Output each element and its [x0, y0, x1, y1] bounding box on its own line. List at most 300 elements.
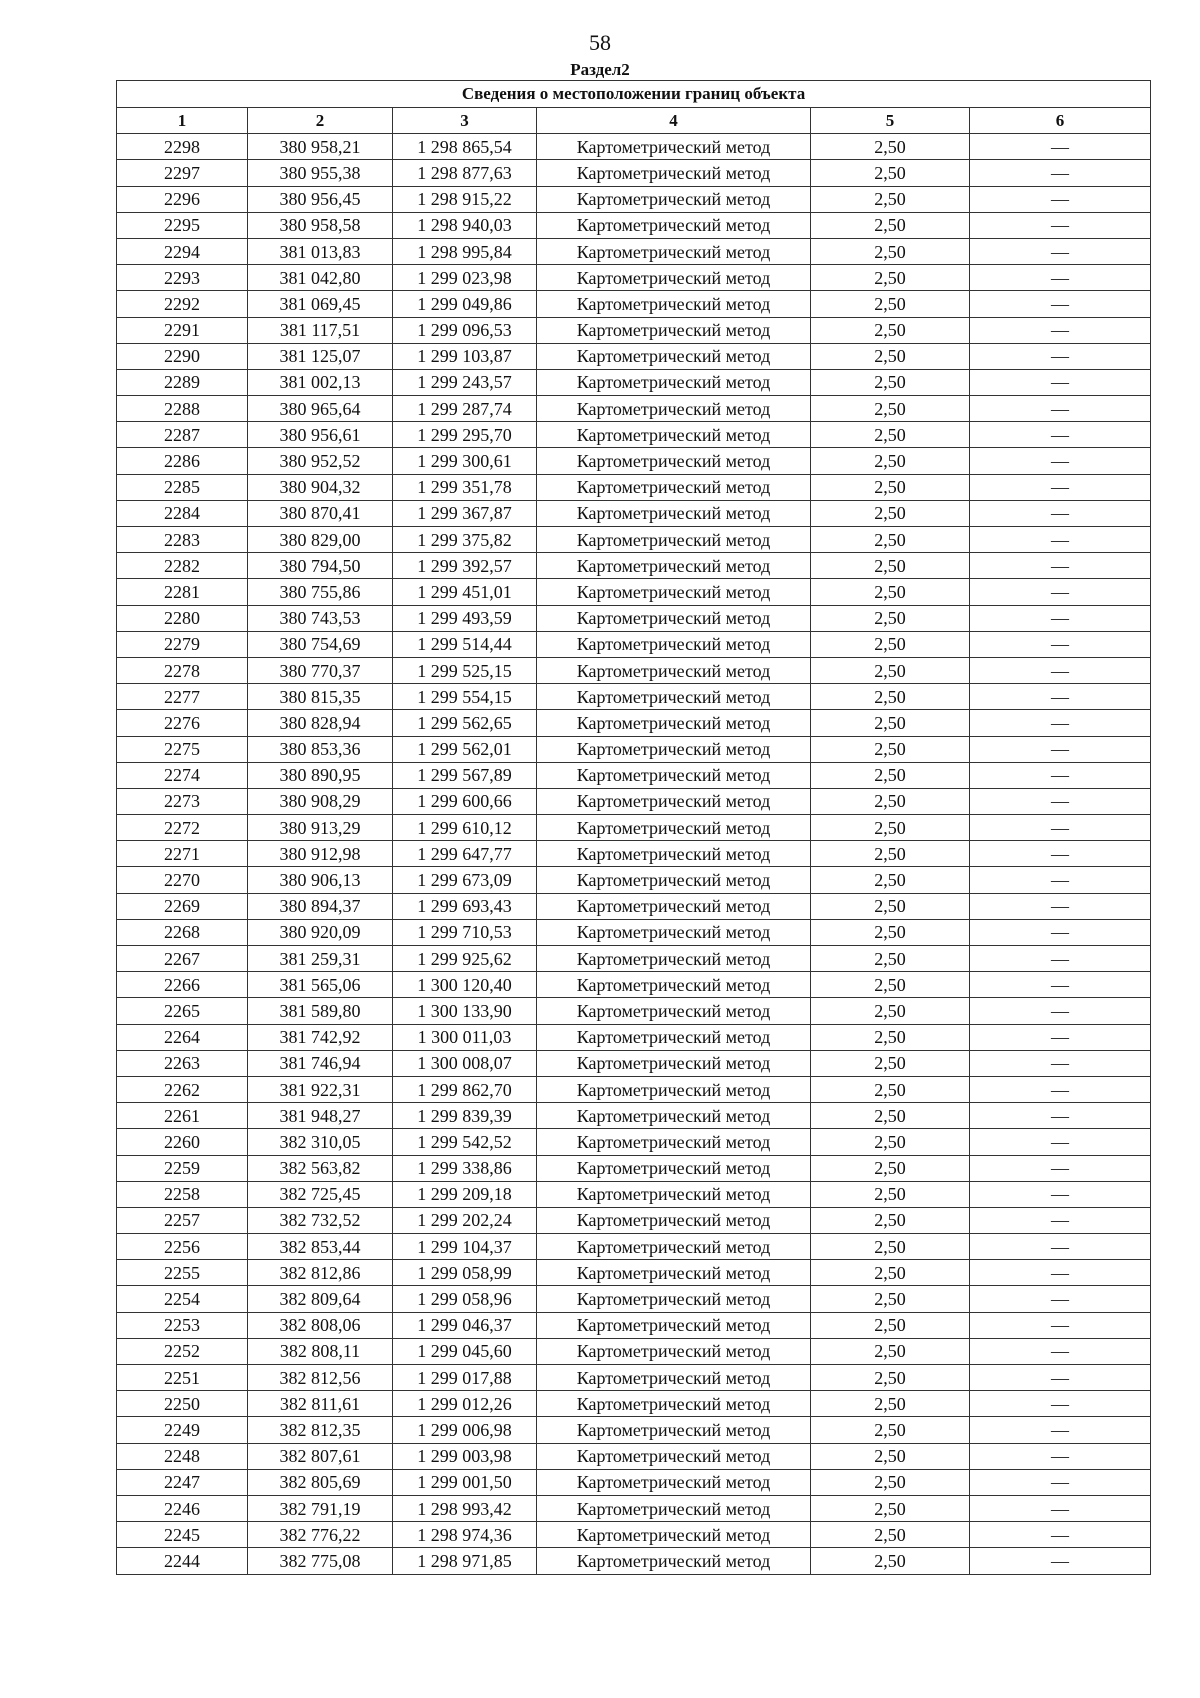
cell-point-number: 2271 — [117, 841, 248, 867]
cell-coord-x: 380 906,13 — [248, 867, 393, 893]
cell-coord-y: 1 299 542,52 — [393, 1129, 537, 1155]
cell-coord-y: 1 298 877,63 — [393, 160, 537, 186]
cell-accuracy: 2,50 — [811, 998, 970, 1024]
table-row — [117, 605, 1151, 631]
cell-coord-x: 380 828,94 — [248, 710, 393, 736]
cell-method: Картометрический метод — [537, 1103, 811, 1129]
cell-description: — — [970, 998, 1151, 1024]
cell-coord-x: 380 743,53 — [248, 605, 393, 631]
cell-accuracy: 2,50 — [811, 553, 970, 579]
cell-coord-y: 1 299 525,15 — [393, 657, 537, 683]
cell-point-number: 2278 — [117, 657, 248, 683]
cell-coord-x: 380 912,98 — [248, 841, 393, 867]
table-row — [117, 500, 1151, 526]
cell-accuracy: 2,50 — [811, 212, 970, 238]
cell-accuracy: 2,50 — [811, 657, 970, 683]
cell-description: — — [970, 1050, 1151, 1076]
cell-point-number: 2284 — [117, 500, 248, 526]
table-row — [117, 396, 1151, 422]
cell-accuracy: 2,50 — [811, 1365, 970, 1391]
cell-coord-y: 1 299 012,26 — [393, 1391, 537, 1417]
cell-method: Картометрический метод — [537, 1365, 811, 1391]
cell-description: — — [970, 1443, 1151, 1469]
cell-point-number: 2287 — [117, 422, 248, 448]
cell-coord-x: 382 563,82 — [248, 1155, 393, 1181]
column-header-1: 1 — [117, 108, 248, 134]
cell-method: Картометрический метод — [537, 369, 811, 395]
cell-point-number: 2266 — [117, 972, 248, 998]
cell-point-number: 2282 — [117, 553, 248, 579]
cell-accuracy: 2,50 — [811, 1260, 970, 1286]
table-row — [117, 448, 1151, 474]
table-row — [117, 212, 1151, 238]
table-row — [117, 1024, 1151, 1050]
cell-accuracy: 2,50 — [811, 1103, 970, 1129]
cell-accuracy: 2,50 — [811, 527, 970, 553]
cell-coord-y: 1 299 647,77 — [393, 841, 537, 867]
cell-method: Картометрический метод — [537, 160, 811, 186]
cell-method: Картометрический метод — [537, 527, 811, 553]
cell-point-number: 2250 — [117, 1391, 248, 1417]
cell-coord-y: 1 299 351,78 — [393, 474, 537, 500]
cell-coord-y: 1 299 287,74 — [393, 396, 537, 422]
cell-coord-y: 1 298 915,22 — [393, 186, 537, 212]
cell-description: — — [970, 1129, 1151, 1155]
cell-point-number: 2280 — [117, 605, 248, 631]
table-row — [117, 841, 1151, 867]
cell-coord-x: 382 853,44 — [248, 1234, 393, 1260]
cell-accuracy: 2,50 — [811, 631, 970, 657]
cell-accuracy: 2,50 — [811, 1391, 970, 1417]
cell-accuracy: 2,50 — [811, 134, 970, 160]
table-row — [117, 1548, 1151, 1574]
cell-coord-y: 1 299 839,39 — [393, 1103, 537, 1129]
cell-description: — — [970, 1391, 1151, 1417]
cell-point-number: 2253 — [117, 1312, 248, 1338]
table-row — [117, 1103, 1151, 1129]
cell-description: — — [970, 238, 1151, 264]
table-row — [117, 1155, 1151, 1181]
cell-point-number: 2260 — [117, 1129, 248, 1155]
cell-point-number: 2294 — [117, 238, 248, 264]
boundary-coordinates-table — [116, 80, 1151, 1575]
cell-method: Картометрический метод — [537, 238, 811, 264]
cell-coord-y: 1 299 554,15 — [393, 684, 537, 710]
cell-accuracy: 2,50 — [811, 422, 970, 448]
cell-point-number: 2276 — [117, 710, 248, 736]
cell-coord-y: 1 299 001,50 — [393, 1469, 537, 1495]
cell-accuracy: 2,50 — [811, 1338, 970, 1364]
cell-description: — — [970, 422, 1151, 448]
cell-point-number: 2257 — [117, 1207, 248, 1233]
cell-description: — — [970, 657, 1151, 683]
cell-coord-y: 1 299 451,01 — [393, 579, 537, 605]
table-row — [117, 553, 1151, 579]
cell-accuracy: 2,50 — [811, 1155, 970, 1181]
cell-method: Картометрический метод — [537, 1050, 811, 1076]
table-row — [117, 1495, 1151, 1521]
cell-coord-x: 380 815,35 — [248, 684, 393, 710]
cell-description: — — [970, 474, 1151, 500]
cell-description: — — [970, 160, 1151, 186]
cell-coord-x: 380 829,00 — [248, 527, 393, 553]
cell-method: Картометрический метод — [537, 448, 811, 474]
table-row — [117, 1443, 1151, 1469]
cell-description: — — [970, 1076, 1151, 1102]
cell-coord-y: 1 300 120,40 — [393, 972, 537, 998]
cell-coord-x: 381 125,07 — [248, 343, 393, 369]
cell-coord-x: 382 807,61 — [248, 1443, 393, 1469]
cell-description: — — [970, 710, 1151, 736]
cell-point-number: 2288 — [117, 396, 248, 422]
cell-coord-y: 1 298 995,84 — [393, 238, 537, 264]
cell-coord-x: 380 965,64 — [248, 396, 393, 422]
cell-method: Картометрический метод — [537, 893, 811, 919]
cell-coord-y: 1 299 295,70 — [393, 422, 537, 448]
cell-accuracy: 2,50 — [811, 1076, 970, 1102]
cell-method: Картометрический метод — [537, 1443, 811, 1469]
cell-point-number: 2293 — [117, 265, 248, 291]
table-row — [117, 1522, 1151, 1548]
cell-accuracy: 2,50 — [811, 1417, 970, 1443]
cell-coord-x: 381 117,51 — [248, 317, 393, 343]
cell-accuracy: 2,50 — [811, 186, 970, 212]
cell-description: — — [970, 972, 1151, 998]
table-row — [117, 657, 1151, 683]
cell-coord-x: 380 952,52 — [248, 448, 393, 474]
cell-coord-y: 1 298 865,54 — [393, 134, 537, 160]
cell-point-number: 2297 — [117, 160, 248, 186]
cell-coord-x: 381 589,80 — [248, 998, 393, 1024]
cell-description: — — [970, 212, 1151, 238]
cell-description: — — [970, 500, 1151, 526]
cell-coord-x: 382 775,08 — [248, 1548, 393, 1574]
table-row — [117, 265, 1151, 291]
cell-coord-x: 380 958,21 — [248, 134, 393, 160]
cell-point-number: 2295 — [117, 212, 248, 238]
cell-coord-y: 1 300 008,07 — [393, 1050, 537, 1076]
cell-method: Картометрический метод — [537, 710, 811, 736]
cell-description: — — [970, 448, 1151, 474]
table-row — [117, 186, 1151, 212]
table-header-row — [117, 108, 1151, 134]
table-row — [117, 160, 1151, 186]
cell-accuracy: 2,50 — [811, 841, 970, 867]
table-row — [117, 527, 1151, 553]
table-row — [117, 946, 1151, 972]
cell-method: Картометрический метод — [537, 396, 811, 422]
table-row — [117, 579, 1151, 605]
cell-coord-x: 381 002,13 — [248, 369, 393, 395]
cell-coord-y: 1 299 017,88 — [393, 1365, 537, 1391]
table-row — [117, 1469, 1151, 1495]
cell-description: — — [970, 291, 1151, 317]
cell-coord-y: 1 299 493,59 — [393, 605, 537, 631]
table-row — [117, 1338, 1151, 1364]
cell-point-number: 2245 — [117, 1522, 248, 1548]
cell-point-number: 2258 — [117, 1181, 248, 1207]
cell-accuracy: 2,50 — [811, 1050, 970, 1076]
cell-point-number: 2259 — [117, 1155, 248, 1181]
cell-coord-x: 382 808,06 — [248, 1312, 393, 1338]
cell-description: — — [970, 1469, 1151, 1495]
cell-description: — — [970, 841, 1151, 867]
cell-coord-y: 1 299 103,87 — [393, 343, 537, 369]
cell-point-number: 2251 — [117, 1365, 248, 1391]
cell-coord-y: 1 299 104,37 — [393, 1234, 537, 1260]
cell-coord-y: 1 299 600,66 — [393, 788, 537, 814]
table-row — [117, 422, 1151, 448]
cell-description: — — [970, 631, 1151, 657]
cell-coord-y: 1 299 045,60 — [393, 1338, 537, 1364]
cell-method: Картометрический метод — [537, 605, 811, 631]
cell-method: Картометрический метод — [537, 1391, 811, 1417]
cell-description: — — [970, 946, 1151, 972]
cell-method: Картометрический метод — [537, 867, 811, 893]
column-header-4: 4 — [537, 108, 811, 134]
table-row — [117, 710, 1151, 736]
cell-coord-x: 381 746,94 — [248, 1050, 393, 1076]
cell-coord-x: 381 742,92 — [248, 1024, 393, 1050]
table-row — [117, 736, 1151, 762]
cell-accuracy: 2,50 — [811, 1024, 970, 1050]
cell-accuracy: 2,50 — [811, 972, 970, 998]
cell-point-number: 2261 — [117, 1103, 248, 1129]
cell-description: — — [970, 1155, 1151, 1181]
table-row — [117, 1076, 1151, 1102]
table-row — [117, 867, 1151, 893]
cell-description: — — [970, 579, 1151, 605]
cell-description: — — [970, 1286, 1151, 1312]
cell-accuracy: 2,50 — [811, 1548, 970, 1574]
cell-coord-x: 380 794,50 — [248, 553, 393, 579]
cell-accuracy: 2,50 — [811, 919, 970, 945]
cell-coord-x: 381 069,45 — [248, 291, 393, 317]
column-header-6: 6 — [970, 108, 1151, 134]
cell-method: Картометрический метод — [537, 186, 811, 212]
cell-coord-x: 380 755,86 — [248, 579, 393, 605]
cell-accuracy: 2,50 — [811, 788, 970, 814]
table-caption-row — [117, 81, 1151, 108]
cell-description: — — [970, 396, 1151, 422]
cell-coord-y: 1 299 375,82 — [393, 527, 537, 553]
cell-point-number: 2279 — [117, 631, 248, 657]
cell-accuracy: 2,50 — [811, 1469, 970, 1495]
cell-point-number: 2248 — [117, 1443, 248, 1469]
cell-coord-x: 381 042,80 — [248, 265, 393, 291]
cell-accuracy: 2,50 — [811, 238, 970, 264]
cell-accuracy: 2,50 — [811, 160, 970, 186]
table-row — [117, 998, 1151, 1024]
cell-accuracy: 2,50 — [811, 1286, 970, 1312]
cell-method: Картометрический метод — [537, 1312, 811, 1338]
cell-description: — — [970, 553, 1151, 579]
cell-coord-y: 1 298 940,03 — [393, 212, 537, 238]
cell-description: — — [970, 919, 1151, 945]
cell-method: Картометрический метод — [537, 1234, 811, 1260]
cell-coord-x: 380 955,38 — [248, 160, 393, 186]
table-row — [117, 762, 1151, 788]
cell-method: Картометрический метод — [537, 500, 811, 526]
cell-coord-x: 381 565,06 — [248, 972, 393, 998]
cell-coord-x: 380 908,29 — [248, 788, 393, 814]
cell-point-number: 2263 — [117, 1050, 248, 1076]
cell-description: — — [970, 605, 1151, 631]
cell-point-number: 2262 — [117, 1076, 248, 1102]
cell-description: — — [970, 1495, 1151, 1521]
cell-accuracy: 2,50 — [811, 815, 970, 841]
cell-coord-y: 1 300 133,90 — [393, 998, 537, 1024]
cell-accuracy: 2,50 — [811, 369, 970, 395]
cell-coord-y: 1 299 243,57 — [393, 369, 537, 395]
cell-accuracy: 2,50 — [811, 1522, 970, 1548]
cell-accuracy: 2,50 — [811, 1443, 970, 1469]
cell-description: — — [970, 684, 1151, 710]
cell-description: — — [970, 1312, 1151, 1338]
section-title: Раздел2 — [570, 60, 630, 79]
cell-coord-x: 380 904,32 — [248, 474, 393, 500]
cell-method: Картометрический метод — [537, 212, 811, 238]
cell-description: — — [970, 265, 1151, 291]
cell-coord-x: 380 956,45 — [248, 186, 393, 212]
cell-accuracy: 2,50 — [811, 893, 970, 919]
cell-coord-x: 382 791,19 — [248, 1495, 393, 1521]
table-body — [117, 134, 1151, 1574]
cell-description: — — [970, 1417, 1151, 1443]
cell-method: Картометрический метод — [537, 1286, 811, 1312]
cell-coord-y: 1 299 058,99 — [393, 1260, 537, 1286]
cell-coord-y: 1 299 049,86 — [393, 291, 537, 317]
cell-point-number: 2270 — [117, 867, 248, 893]
cell-point-number: 2254 — [117, 1286, 248, 1312]
column-header-3: 3 — [393, 108, 537, 134]
table-row — [117, 1181, 1151, 1207]
cell-coord-y: 1 299 562,01 — [393, 736, 537, 762]
table-row — [117, 343, 1151, 369]
cell-coord-y: 1 299 300,61 — [393, 448, 537, 474]
cell-description: — — [970, 527, 1151, 553]
cell-coord-y: 1 299 392,57 — [393, 553, 537, 579]
cell-description: — — [970, 867, 1151, 893]
cell-accuracy: 2,50 — [811, 946, 970, 972]
table-row — [117, 369, 1151, 395]
cell-coord-y: 1 298 993,42 — [393, 1495, 537, 1521]
cell-method: Картометрический метод — [537, 919, 811, 945]
cell-accuracy: 2,50 — [811, 1495, 970, 1521]
cell-coord-x: 381 259,31 — [248, 946, 393, 972]
cell-description: — — [970, 736, 1151, 762]
cell-point-number: 2267 — [117, 946, 248, 972]
table-row — [117, 317, 1151, 343]
cell-accuracy: 2,50 — [811, 265, 970, 291]
table-title: Сведения о местоположении границ объекта — [117, 81, 1151, 108]
cell-method: Картометрический метод — [537, 762, 811, 788]
cell-point-number: 2255 — [117, 1260, 248, 1286]
cell-accuracy: 2,50 — [811, 291, 970, 317]
cell-coord-x: 380 920,09 — [248, 919, 393, 945]
cell-point-number: 2256 — [117, 1234, 248, 1260]
cell-method: Картометрический метод — [537, 265, 811, 291]
cell-description: — — [970, 1024, 1151, 1050]
cell-coord-x: 380 754,69 — [248, 631, 393, 657]
cell-coord-y: 1 299 567,89 — [393, 762, 537, 788]
table-row — [117, 815, 1151, 841]
cell-point-number: 2291 — [117, 317, 248, 343]
table-row — [117, 134, 1151, 160]
cell-method: Картометрический метод — [537, 684, 811, 710]
cell-point-number: 2272 — [117, 815, 248, 841]
cell-point-number: 2275 — [117, 736, 248, 762]
cell-coord-x: 382 811,61 — [248, 1391, 393, 1417]
cell-method: Картометрический метод — [537, 998, 811, 1024]
table-row — [117, 238, 1151, 264]
table-row — [117, 1417, 1151, 1443]
cell-method: Картометрический метод — [537, 1207, 811, 1233]
cell-method: Картометрический метод — [537, 553, 811, 579]
cell-coord-x: 382 776,22 — [248, 1522, 393, 1548]
cell-method: Картометрический метод — [537, 1495, 811, 1521]
cell-method: Картометрический метод — [537, 343, 811, 369]
table-row — [117, 1260, 1151, 1286]
cell-method: Картометрический метод — [537, 841, 811, 867]
cell-coord-x: 382 808,11 — [248, 1338, 393, 1364]
cell-coord-x: 380 890,95 — [248, 762, 393, 788]
cell-point-number: 2292 — [117, 291, 248, 317]
cell-description: — — [970, 186, 1151, 212]
cell-coord-y: 1 299 673,09 — [393, 867, 537, 893]
cell-accuracy: 2,50 — [811, 736, 970, 762]
cell-accuracy: 2,50 — [811, 448, 970, 474]
cell-description: — — [970, 1260, 1151, 1286]
column-header-2: 2 — [248, 108, 393, 134]
table-row — [117, 1050, 1151, 1076]
cell-coord-y: 1 299 096,53 — [393, 317, 537, 343]
cell-description: — — [970, 134, 1151, 160]
cell-accuracy: 2,50 — [811, 317, 970, 343]
cell-coord-y: 1 299 338,86 — [393, 1155, 537, 1181]
cell-description: — — [970, 1338, 1151, 1364]
cell-accuracy: 2,50 — [811, 1312, 970, 1338]
cell-coord-y: 1 299 562,65 — [393, 710, 537, 736]
cell-coord-y: 1 299 514,44 — [393, 631, 537, 657]
cell-accuracy: 2,50 — [811, 396, 970, 422]
cell-accuracy: 2,50 — [811, 1207, 970, 1233]
cell-coord-x: 380 853,36 — [248, 736, 393, 762]
cell-method: Картометрический метод — [537, 134, 811, 160]
cell-method: Картометрический метод — [537, 946, 811, 972]
cell-description: — — [970, 1522, 1151, 1548]
cell-coord-x: 380 913,29 — [248, 815, 393, 841]
cell-coord-y: 1 299 202,24 — [393, 1207, 537, 1233]
cell-description: — — [970, 1181, 1151, 1207]
cell-accuracy: 2,50 — [811, 1234, 970, 1260]
cell-accuracy: 2,50 — [811, 500, 970, 526]
cell-method: Картометрический метод — [537, 291, 811, 317]
cell-coord-y: 1 299 058,96 — [393, 1286, 537, 1312]
table-row — [117, 631, 1151, 657]
cell-description: — — [970, 1548, 1151, 1574]
cell-coord-x: 382 812,56 — [248, 1365, 393, 1391]
cell-method: Картометрический метод — [537, 1417, 811, 1443]
cell-coord-y: 1 299 693,43 — [393, 893, 537, 919]
cell-coord-x: 382 725,45 — [248, 1181, 393, 1207]
cell-description: — — [970, 317, 1151, 343]
cell-method: Картометрический метод — [537, 1522, 811, 1548]
table-row — [117, 684, 1151, 710]
cell-coord-y: 1 299 925,62 — [393, 946, 537, 972]
cell-coord-x: 382 805,69 — [248, 1469, 393, 1495]
cell-coord-x: 382 732,52 — [248, 1207, 393, 1233]
